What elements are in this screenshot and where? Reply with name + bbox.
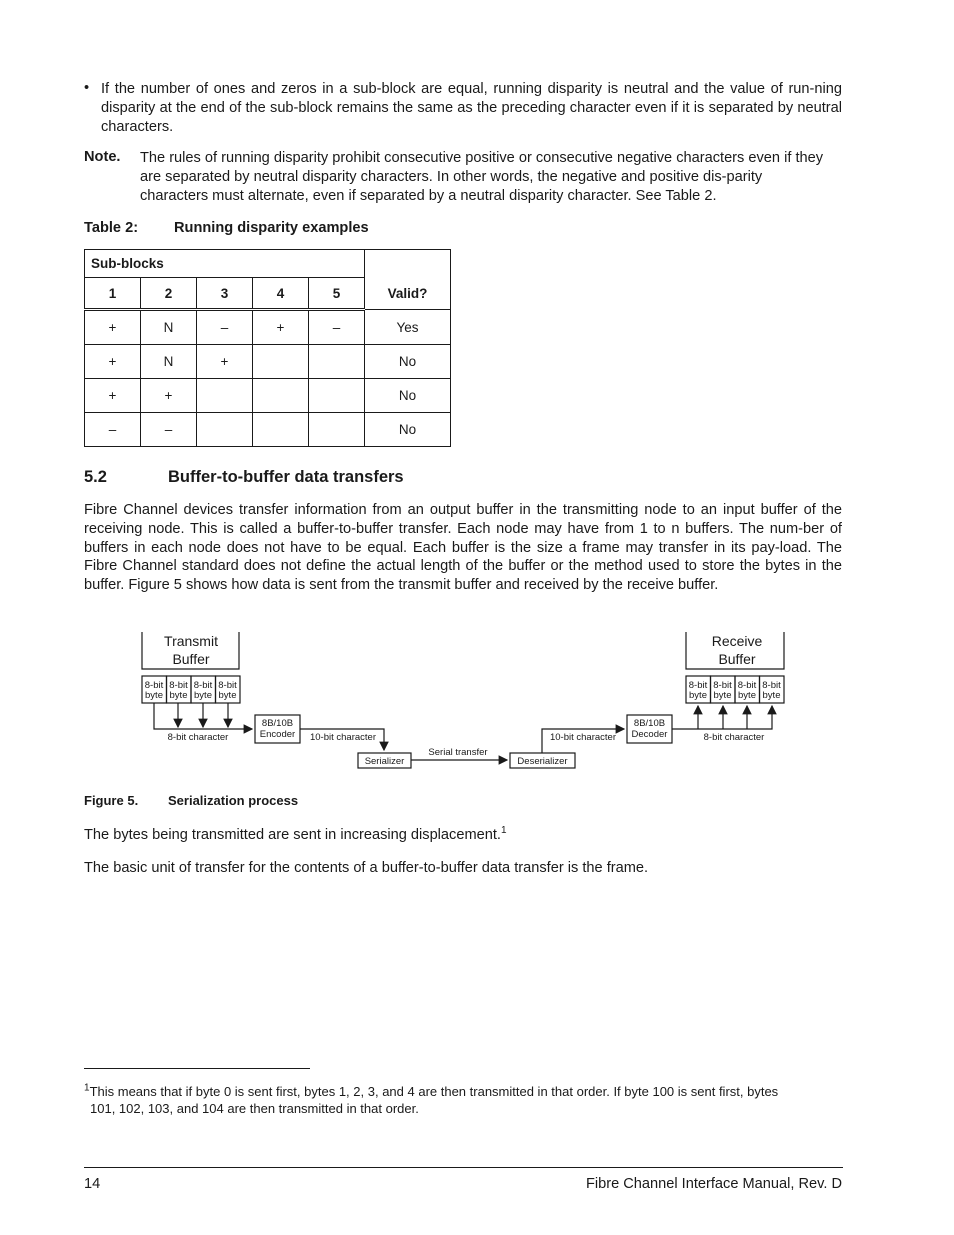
serial-transfer-label: Serial transfer	[428, 747, 488, 758]
serialization-diagram	[84, 624, 864, 774]
footnote-reference[interactable]: 1	[500, 825, 507, 837]
deserializer-label: Deserializer	[517, 756, 568, 767]
table-cell: –	[85, 413, 141, 447]
figure-caption-number: Figure 5.	[84, 793, 139, 808]
byte-label: byte	[713, 690, 732, 701]
encoder-label: Encoder	[259, 729, 296, 740]
table-group-header: Sub-blocks	[85, 250, 365, 278]
table-cell: +	[85, 379, 141, 413]
page-number: 14	[84, 1176, 101, 1192]
footnote	[84, 1083, 844, 1117]
table-valid-header: Valid?	[365, 250, 451, 310]
table-col-header: 3	[197, 278, 253, 310]
table-cell-valid: No	[365, 379, 451, 413]
table-cell: +	[85, 345, 141, 379]
byte-label: 8-bit	[218, 680, 237, 691]
footnote-marker: 1	[84, 1082, 90, 1094]
table-cell: +	[141, 379, 197, 413]
byte-label: 8-bit	[688, 680, 708, 691]
table-cell: –	[309, 310, 365, 345]
footnote-line-1: This means that if byte 0 is sent first, bytes 1, 2, 3, and 4 are then transmitted in that order. If byte 100 is sent first, bytes	[89, 1084, 779, 1099]
table-cell	[253, 413, 309, 447]
table-cell: N	[141, 345, 197, 379]
byte-label: byte	[738, 690, 756, 701]
decoder-label-top: 8B/10B	[633, 718, 666, 729]
bullet-marker: •	[84, 80, 90, 96]
table-col-header: 5	[309, 278, 365, 310]
table-cell: +	[197, 345, 253, 379]
table-cell-valid: No	[365, 413, 451, 447]
paragraph-frame: The basic unit of transfer for the contents of a buffer-to-buffer data transfer is the frame.	[84, 860, 649, 876]
tx-8bit-label: 8-bit character	[167, 732, 229, 743]
table-cell	[309, 413, 365, 447]
byte-label: byte	[194, 690, 212, 701]
table-caption-title: Running disparity examples	[174, 220, 369, 236]
section-body: Fibre Channel devices transfer information from an output buffer in the transmitting node to an input buffer of the receiving node. This is called a buffer-to-buffer transfer. Each node may have from 1 to n buffers. The num-ber of buffers in each node does not have to be equal. Each buffer is the size a frame may transfer in its pay-load. The Fibre Channel standard does not define the actual length of the buffer or the method used to store the bytes in the buffer. Figure 5 shows how data is sent from the transmit buffer and received by the receive buffer.	[84, 502, 842, 594]
tx-10bit-label: 10-bit character	[309, 732, 377, 743]
document-title: Fibre Channel Interface Manual, Rev. D	[585, 1176, 842, 1192]
table-cell: –	[141, 413, 197, 447]
transmit-label-1: Transmit	[164, 633, 218, 649]
table-cell	[309, 345, 365, 379]
table-cell-valid: Yes	[365, 310, 451, 345]
byte-label: byte	[169, 690, 188, 701]
section-title: Buffer-to-buffer data transfers	[168, 468, 404, 486]
byte-label: 8-bit	[169, 680, 188, 691]
table-row	[85, 310, 451, 345]
table-col-header: 1	[85, 278, 141, 310]
footnote-line-2: 101, 102, 103, and 104 are then transmitted in that order.	[90, 1101, 419, 1116]
byte-label: byte	[762, 690, 781, 701]
byte-label: byte	[689, 690, 707, 701]
table-cell: N	[141, 310, 197, 345]
table-cell-valid: No	[365, 345, 451, 379]
table-cell	[253, 345, 309, 379]
table-caption-number: Table 2:	[84, 220, 139, 236]
table-row	[85, 345, 451, 379]
table-cell: +	[253, 310, 309, 345]
byte-label: byte	[218, 690, 237, 701]
receive-label-2: Buffer	[718, 651, 756, 667]
decoder-label: Decoder	[631, 729, 668, 740]
byte-label: 8-bit	[193, 680, 213, 691]
footer-rule	[84, 1167, 843, 1168]
table-col-header: 2	[141, 278, 197, 310]
paragraph-displacement-text: The bytes being transmitted are sent in increasing displacement.	[84, 827, 501, 843]
receive-label-1: Receive	[711, 633, 763, 649]
table-cell	[253, 379, 309, 413]
running-disparity-table	[84, 249, 451, 447]
figure-caption-title: Serialization process	[168, 793, 299, 808]
transmit-label-2: Buffer	[172, 651, 210, 667]
note-label: Note.	[84, 149, 121, 165]
table-row	[85, 379, 451, 413]
note-text: The rules of running disparity prohibit consecutive positive or consecutive negative characters even if they are separated by neutral disparity characters. In other words, the negative and positive dis-parity characters must alternate, even if separated by a neutral disparity character. See Table 2.	[140, 150, 824, 204]
rx-10bit-label: 10-bit character	[549, 732, 617, 743]
byte-label: 8-bit	[762, 680, 781, 691]
table-row	[85, 413, 451, 447]
bullet-text: If the number of ones and zeros in a sub-block are equal, running disparity is neutral and the value of run-ning disparity at the end of the sub-block remains the same as the preceding character even if it is separated by neutral characters.	[101, 81, 842, 135]
table-cell: +	[85, 310, 141, 345]
table-cell	[309, 379, 365, 413]
byte-label: 8-bit	[713, 680, 732, 691]
byte-label: byte	[145, 690, 163, 701]
byte-label: 8-bit	[144, 680, 164, 691]
paragraph-displacement	[84, 826, 507, 845]
encoder-label-top: 8B/10B	[261, 718, 294, 729]
table-cell	[197, 413, 253, 447]
table-cell: –	[197, 310, 253, 345]
rx-8bit-path	[672, 706, 772, 729]
rx-8bit-label: 8-bit character	[703, 732, 765, 743]
table-col-header: 4	[253, 278, 309, 310]
section-number: 5.2	[84, 468, 107, 486]
footnote-rule	[84, 1068, 310, 1069]
byte-label: 8-bit	[737, 680, 757, 691]
serializer-label: Serializer	[364, 756, 405, 767]
table-cell	[197, 379, 253, 413]
